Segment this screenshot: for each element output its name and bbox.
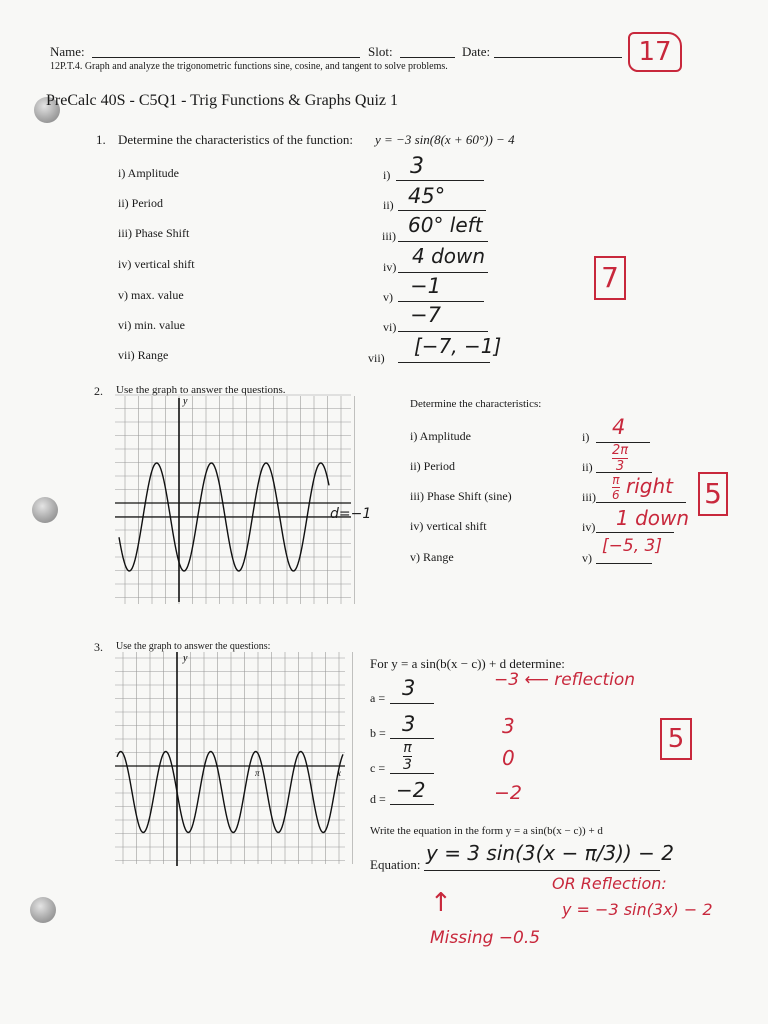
q3-number: 3.	[94, 640, 103, 654]
q3-answer-c: $\frac{\pi}{3}$	[403, 740, 412, 773]
q1-key-min-value: vi)	[383, 320, 397, 334]
q3-equation-answer: y = 3 sin(3(x − π/3)) − 2	[426, 841, 674, 865]
q1-answer-range: [−7, −1]	[414, 334, 502, 358]
name-label: Name:	[50, 44, 85, 59]
q3-key-a: a =	[370, 691, 386, 705]
q3-missing-arrow: ↑	[430, 888, 452, 918]
q3-key-d: d =	[370, 792, 386, 806]
q2-label-amplitude: i) Amplitude	[410, 429, 471, 443]
q2-prompt: Use the graph to answer the questions.	[116, 384, 286, 396]
q3-answer-a: 3	[402, 676, 416, 700]
q1-answer-amplitude: 3	[410, 154, 424, 179]
hole-punch-bottom	[30, 897, 56, 923]
q1-label-max-value: v) max. value	[118, 288, 184, 302]
q2-subhead: Determine the characteristics:	[410, 398, 542, 410]
q2-graph-note: d=−1	[330, 506, 372, 522]
q3-answer-line-c[interactable]	[390, 773, 434, 774]
q2-key-period: ii)	[582, 460, 593, 474]
q3-answer-line-d[interactable]	[390, 804, 434, 805]
q2-answer-phase-shift: $\frac{\pi}{6}$ right	[612, 473, 673, 502]
q3-y-axis-label: y	[183, 653, 188, 664]
q3-answer-b: 3	[402, 712, 416, 736]
q1-answer-vertical-shift: 4 down	[412, 244, 486, 268]
q2-graph	[115, 392, 365, 610]
hole-punch-middle	[32, 497, 58, 523]
q3-score-box: 5	[660, 718, 692, 760]
q2-key-amplitude: i)	[582, 430, 590, 444]
q1-label-phase-shift: iii) Phase Shift	[118, 226, 190, 240]
q2-key-range: v)	[582, 551, 592, 565]
q1-answer-line-phase-shift[interactable]	[398, 241, 488, 242]
q2-answer-range: [−5, 3]	[602, 536, 662, 556]
q3-write-prompt: Write the equation in the form y = a sin(b(x − c)) + d	[370, 825, 603, 837]
q2-label-period: ii) Period	[410, 459, 455, 473]
q3-note-c: 0	[502, 746, 515, 770]
q1-answer-line-min-value[interactable]	[398, 331, 488, 332]
q1-answer-line-amplitude[interactable]	[396, 180, 484, 181]
q3-for-text: For y = a sin(b(x − c)) + d determine:	[370, 656, 565, 671]
q3-key-b: b =	[370, 726, 386, 740]
q1-answer-phase-shift: 60° left	[408, 213, 483, 237]
q3-alt-equation: y = −3 sin(3x) − 2	[562, 900, 713, 919]
q1-prompt: Determine the characteristics of the function:	[118, 132, 353, 147]
q2-key-vertical-shift: iv)	[582, 520, 596, 534]
q1-number: 1.	[96, 132, 106, 147]
q2-key-phase-shift: iii)	[582, 490, 596, 504]
q3-answer-line-b[interactable]	[390, 738, 434, 739]
q1-answer-line-vertical-shift[interactable]	[398, 272, 488, 273]
q3-x-axis-label: x	[337, 768, 341, 778]
q3-key-c: c =	[370, 761, 386, 775]
q1-key-max-value: v)	[383, 290, 393, 304]
q1-answer-period: 45°	[408, 184, 446, 208]
q3-missing-note: Missing −0.5	[430, 928, 541, 948]
q1-function: y = −3 sin(8(x + 60°)) − 4	[375, 132, 515, 147]
q1-answer-line-range[interactable]	[398, 362, 490, 363]
q1-score-box: 7	[594, 256, 626, 300]
q1-key-phase-shift: iii)	[382, 229, 396, 243]
q1-answer-max-value: −1	[410, 274, 441, 298]
q2-answer-line-vertical-shift[interactable]	[596, 532, 674, 533]
q2-label-phase-shift: iii) Phase Shift (sine)	[410, 489, 512, 503]
q3-note-a: −3 ⟵ reflection	[494, 670, 636, 690]
q1-label-range: vii) Range	[118, 348, 169, 362]
q1-answer-line-period[interactable]	[398, 210, 486, 211]
q3-equation-label: Equation:	[370, 857, 421, 872]
q1-answer-min-value: −7	[410, 303, 441, 327]
q1-key-range: vii)	[368, 351, 385, 365]
q3-note-b: 3	[502, 714, 515, 738]
q1-label-min-value: vi) min. value	[118, 318, 185, 332]
q3-equation-line[interactable]	[424, 870, 660, 871]
outcome-text: 12P.T.4. Graph and analyze the trigonometric functions sine, cosine, and tangent to solve problems.	[50, 61, 448, 72]
name-field[interactable]	[92, 57, 360, 58]
slot-label: Slot:	[368, 44, 393, 59]
q2-label-range: v) Range	[410, 550, 454, 564]
quiz-title: PreCalc 40S - C5Q1 - Trig Functions & Graphs Quiz 1	[46, 92, 398, 109]
q3-answer-line-a[interactable]	[390, 703, 434, 704]
q2-answer-period: $\frac{2\pi}{3}$	[612, 443, 629, 474]
q3-answer-d: −2	[396, 778, 426, 802]
q1-answer-line-max-value[interactable]	[398, 301, 484, 302]
q2-answer-amplitude: 4	[612, 415, 626, 439]
date-field[interactable]	[494, 57, 622, 58]
q1-key-amplitude: i)	[383, 168, 391, 182]
date-label: Date:	[462, 44, 491, 59]
q3-prompt: Use the graph to answer the questions:	[116, 641, 271, 652]
q3-or-text: OR Reflection:	[552, 874, 667, 893]
q1-key-period: ii)	[383, 198, 394, 212]
q2-label-vertical-shift: iv) vertical shift	[410, 519, 487, 533]
q1-label-vertical-shift: iv) vertical shift	[118, 257, 195, 271]
q1-label-period: ii) Period	[118, 196, 163, 210]
q3-pi-mark: π	[255, 768, 260, 778]
q2-y-axis-label: y	[183, 396, 188, 407]
q2-answer-line-range[interactable]	[596, 563, 652, 564]
total-score-box: 17	[628, 32, 682, 72]
q2-answer-vertical-shift: 1 down	[616, 506, 690, 530]
q1-label-amplitude: i) Amplitude	[118, 166, 179, 180]
q2-number: 2.	[94, 384, 103, 398]
q2-answer-line-phase-shift[interactable]	[596, 502, 686, 503]
slot-field[interactable]	[400, 57, 455, 58]
q3-graph	[115, 648, 360, 870]
q1-key-vertical-shift: iv)	[383, 260, 397, 274]
q2-score-box: 5	[698, 472, 728, 516]
q3-note-d: −2	[494, 782, 523, 804]
